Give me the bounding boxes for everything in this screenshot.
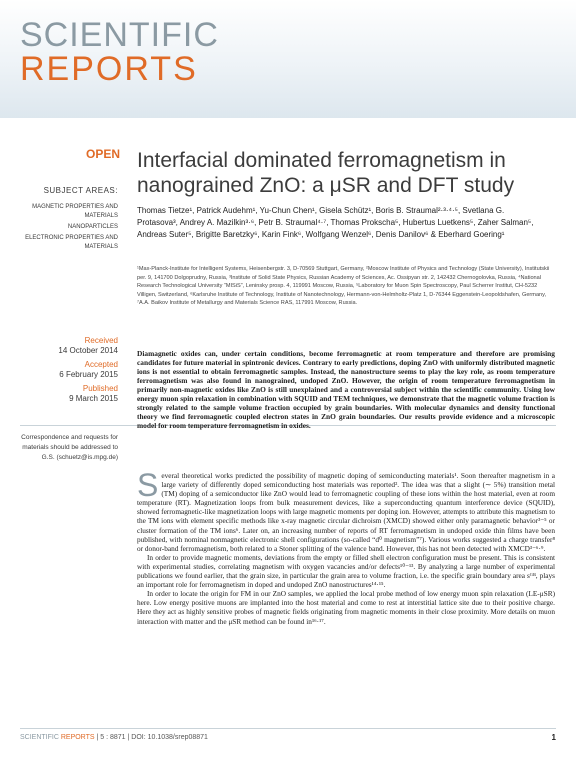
article-body	[137, 467, 555, 626]
subject-area-item[interactable]: ELECTRONIC PROPERTIES AND MATERIALS	[25, 235, 118, 250]
correspondence-note: Correspondence and requests for materials should be addressed to G.S. (schuetz@is.mpg.de)	[21, 434, 118, 461]
body-paragraph-2: In order to provide magnetic moments, deviations from the empty or filled shell electron configuration must be present. This is consistent with experimental studies, correlating magnetism with oxygen vacancies and/or defects¹⁰⁻¹³. By analyzing a large number of experimental publications we found earlier, that the grain size, in particular the grain area to volume fraction, i.e. the specific grain boundary area sᴳᴮ, plays an important role for ferromagnetism in doped and undoped ZnO nanostructures¹⁴·¹⁵.	[137, 552, 555, 590]
body-paragraph-3: In order to locate the origin for FM in our ZnO samples, we applied the local probe method of low energy muon spin relaxation (LE-μSR) here. Low energy positive muons are implanted into the host material and come to rest at interstitial lattice site due to their positive charge. Here they act as highly sensitive probes of magnetic fields originating from magnetic moments in their close proximity. More details on muon interaction with matter and the μSR method can be found in¹⁶·¹⁷.	[137, 589, 555, 626]
published-label: Published	[82, 384, 118, 393]
accepted-label: Accepted	[84, 360, 118, 369]
paragraph-text: everal theoretical works predicted the possibility of magnetic doping of semiconducting materials¹. Soon thereafter magnetism in a large variety of differently doped semiconducting host materials was reported². The idea was that a slight (∼ 5%) transition metal (TM) doping of a semiconductor like ZnO would lead to ferromagnetic coupling of these ions within the host material, even at room temperature (RT). Magnetization loops from bulk measurement devices, like a superconducting quantum interference device (SQUID), showed ferromagnetic-like magnetization loops with large magnetic moments per doping ion. However, attempts to attribute this magnetism to the TM ions with element specific methods like x-ray magnetic circular dichroism (XMCD) showed either only paramagnetic behavior³⁻⁵ or cluster formation of the TM ions⁶. Later on, an increasing number of reports of RT ferromagnetism in undoped oxide thin films have been published, with nominal nonmagnetic electronic shell configurations (so-called “d⁰ magnetism”⁷). Various works suggested a charge transfer⁸ or donor-band ferromagnetism, both related to a Stoner splitting of the valence band. However, this has not been detected with XMCD³⁻⁶·⁹.	[137, 471, 555, 553]
drop-cap: S	[137, 467, 159, 503]
footer-rule	[20, 728, 556, 729]
article-dates	[20, 336, 118, 404]
received-date: 14 October 2014	[58, 346, 118, 355]
footer-journal-a: SCIENTIFIC	[20, 734, 61, 741]
accepted-date: 6 February 2015	[59, 370, 118, 379]
article-title: Interfacial dominated ferromagnetism in nanograined ZnO: a μSR and DFT study	[137, 149, 515, 197]
open-access-label: OPEN	[85, 147, 120, 161]
abstract: Diamagnetic oxides can, under certain conditions, become ferromagnetic at room temperature and therefore are promising candidates for future material in spintronic devices. Contrary to early predictions, doping ZnO with uniformly distributed magnetic ions is not essential to obtain ferromagnetic samples. Instead, the nanostructure seems to play the key role, as room temperature ferromagnetism was also found in nanograined, undoped ZnO. However, the origin of room temperature ferromagnetism in primarily non-magnetic oxides like ZnO is still unexplained and a controversial subject within the scientific community. Using low energy muon spin relaxation in combination with SQUID and TEM techniques, we demonstrate that the magnetic volume fraction is strongly related to the sample volume fraction occupied by grain boundaries. With molecular dynamics and density functional theory we find ferromagnetic coupled electron states in ZnO grain boundaries. Our results provide evidence and a microscopic model for room temperature ferromagnetism in oxides.	[137, 349, 555, 430]
affiliations: ¹Max-Planck-Institute for Intelligent Systems, Heisenbergstr. 3, D-70569 Stuttgart, Germany, ²Moscow Institute of Physics and Technology (State University), Institutskii per. 9, 141700 Dolgoprudny, Russia, ³Institute of Solid State Physics, Russian Academy of Sciences, Ac. Ossipyan str. 2, 142432 Chernogolovka, Russia, ⁴National Research Technological University “MISiS”, Leninsky prosp. 4, 119991 Moscow, Russia, ⁵Laboratory for Muon Spin Spectroscopy, Paul Scherrer Institut, CH-5232 Villigen, Switzerland, ⁶Karlsruhe Institute of Technology, Institute of Nanotechnology, Hermann-von-Helmholtz-Platz 1, D-76344 Eggenstein-Leopoldshafen, Germany, ⁷A.A. Baikov Institute of Metallurgy and Materials Science RAS, 117991 Moscow, Russia.	[137, 266, 550, 307]
journal-header	[0, 0, 576, 118]
page-footer	[20, 734, 556, 741]
subject-areas-list	[20, 203, 118, 254]
published-date: 9 March 2015	[69, 394, 118, 403]
subject-area-item[interactable]: MAGNETIC PROPERTIES AND MATERIALS	[32, 204, 118, 219]
subject-areas-heading: SUBJECT AREAS:	[43, 186, 118, 195]
journal-logo-bottom: REPORTS	[20, 50, 198, 88]
author-list: Thomas Tietze¹, Patrick Audehm¹, Yu-Chun Chen¹, Gisela Schütz¹, Boris B. Straumal²·³·⁴·⁵, Svetlana G. Protasova³, Andrey A. Mazilkin³·⁶, Petr B. Straumal⁴·⁷, Thomas Prokscha⁵, Hubertus Luetkens⁵, Zaher Salman⁵, Andreas Suter⁵, Brigitte Baretzky⁶, Karin Fink⁶, Wolfgang Wenzel⁶, Denis Danilov⁶ & Eberhard Goering¹	[137, 206, 534, 239]
received-label: Received	[84, 336, 118, 345]
body-paragraph-1	[137, 467, 555, 553]
footer-journal-b: REPORTS	[60, 734, 95, 741]
footer-citation[interactable]: | 5 : 8871 | DOI: 10.1038/srep08871	[94, 734, 208, 741]
journal-logo-top: SCIENTIFIC	[20, 16, 219, 54]
subject-area-item[interactable]: NANOPARTICLES	[67, 224, 118, 230]
page-number: 1	[551, 733, 556, 742]
